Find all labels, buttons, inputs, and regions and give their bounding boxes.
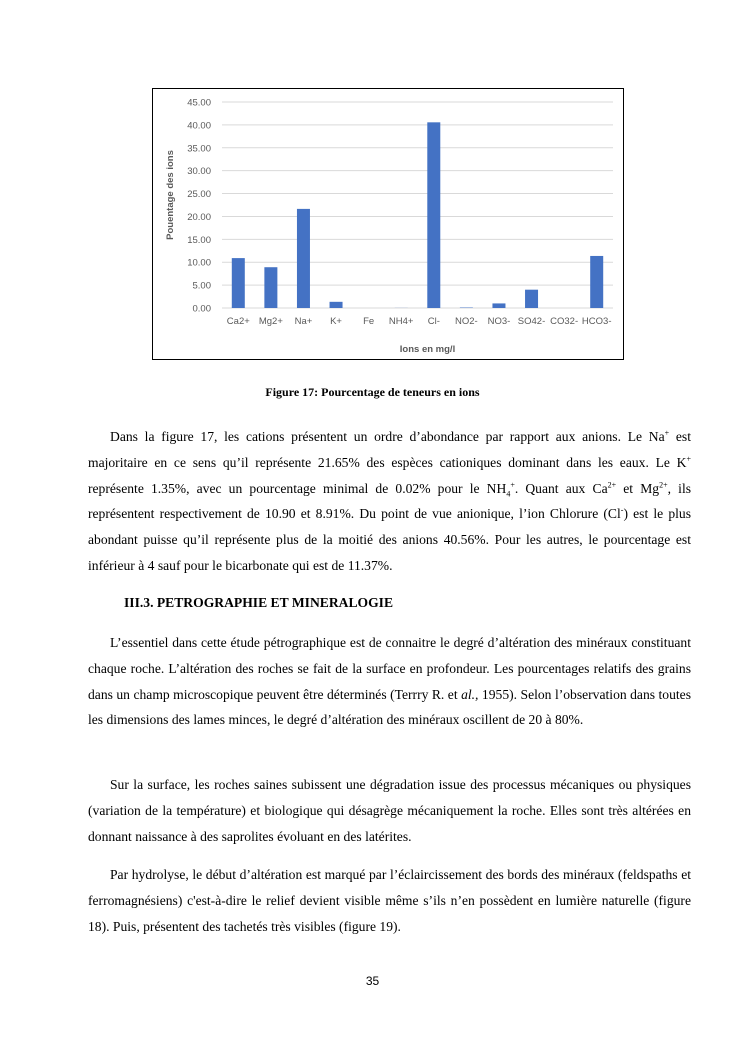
paragraph-petrography [88, 630, 691, 733]
y-tick-label: 35.00 [187, 143, 211, 155]
x-tick-label: NH4+ [388, 316, 414, 327]
paragraph-ion-abundance [88, 424, 691, 579]
p1-sup-na: + [664, 428, 670, 438]
y-tick-label: 25.00 [187, 189, 211, 201]
ion-percentage-chart [152, 88, 624, 360]
y-tick-label: 10.00 [187, 257, 211, 269]
bar-Ca2+ [232, 258, 245, 308]
y-axis-title: Pouentage des ions [165, 150, 176, 240]
p1-sup-k: + [686, 454, 691, 464]
x-tick-label: Cl- [427, 316, 440, 327]
p2-italic: al., [461, 686, 479, 702]
y-tick-label: 0.00 [192, 303, 211, 315]
x-axis-title: Ions en mg/l [399, 344, 456, 355]
y-tick-label: 20.00 [187, 211, 211, 223]
bar-K+ [330, 302, 343, 308]
p1-text-a: Dans la figure 17, les cations présentent un ordre d’abondance par rapport aux anions. Le Na [110, 429, 665, 444]
chart-svg [153, 89, 625, 361]
x-tick-label: Na+ [294, 316, 313, 327]
y-tick-label: 30.00 [187, 166, 211, 178]
p1-text-c: représente 1.35%, avec un pourcentage minimal de 0.02% pour le NH [88, 480, 507, 496]
x-tick-label: K+ [330, 316, 342, 327]
p1-text-f: , ils représentent respectivement de 10.90 et 8.91%. Du point de vue anionique, l’ion Chlorure (Cl [88, 480, 692, 522]
x-tick-label: NO2- [455, 316, 478, 327]
p1-sup-cl: - [620, 505, 624, 515]
x-tick-label: Mg2+ [258, 316, 283, 327]
x-tick-label: Ca2+ [226, 316, 250, 327]
p2-text-a: L’essentiel dans cette étude pétrographique est de connaitre le degré d’altération des minéraux constituant chaque roche. L’altération des roches se fait de la surface en profondeur. Les pourcentages relatifs des grains dans un champ microscopique peuvent être déterminés (Terrry R. et [88, 635, 691, 702]
x-tick-label: NO3- [487, 316, 511, 327]
p1-sub-nh4: 4 [506, 489, 511, 499]
paragraph-hydrolysis: Par hydrolyse, le début d’altération est marqué par l’éclaircissement des bords des minéraux (feldspaths et ferromagnésiens) c'est-à-dire le relief devient visible même s’ils n’en possèdent en lumière naturelle (figure 18). Puis, présentent des tachetés très visibles (figure 19). [88, 867, 691, 934]
x-tick-label: SO42- [517, 316, 546, 327]
x-tick-label: HCO3- [581, 316, 612, 327]
bar-Cl- [427, 122, 440, 308]
p1-sup-ca: 2+ [607, 480, 617, 490]
p2-text-b: 1955). Selon l’observation dans toutes les dimensions des lames minces, le degré d’altération des minéraux oscillent de 20 à 80%. [88, 686, 691, 728]
p1-text-g: ) est le plus abondant puisse qu’il représente plus de la moitié des anions 40.56%. Pour les autres, le pourcentage est inférieur à 4 sauf pour le bicarbonate qui est de 11.37%. [88, 506, 691, 573]
x-tick-label: CO32- [550, 316, 579, 327]
p1-text-b: est majoritaire en ce sens qu’il représente 21.65% des espèces cationiques dominant dans les eaux. Le K [88, 429, 691, 470]
bar-SO42- [525, 290, 538, 308]
figure-caption: Figure 17: Pourcentage de teneurs en ions [265, 385, 480, 399]
bar-Na+ [297, 209, 310, 308]
bar-HCO3- [590, 256, 603, 308]
y-tick-label: 15.00 [187, 234, 211, 246]
p1-text-d: . Quant aux Ca [514, 480, 608, 496]
p1-sup-nh4: + [510, 480, 515, 490]
p1-text-e: et Mg [616, 480, 660, 496]
y-tick-label: 45.00 [187, 97, 211, 109]
bar-NO3- [492, 303, 505, 308]
p1-sup-mg: 2+ [659, 480, 668, 490]
x-tick-label: Fe [363, 316, 375, 327]
bar-Mg2+ [264, 267, 277, 308]
y-tick-label: 5.00 [192, 280, 211, 292]
paragraph-surface-weathering: Sur la surface, les roches saines subissent une dégradation issue des processus mécaniques ou physiques (variation de la température) et biologique qui désagrège mécaniquement la roche. Elles sont très altérées en donnant naissance à des saprolites évoluant en des latérites. [88, 777, 691, 844]
section-heading: III.3. PETROGRAPHIE ET MINERALOGIE [124, 595, 394, 610]
page-number: 35 [365, 974, 380, 988]
y-tick-label: 40.00 [187, 120, 211, 132]
